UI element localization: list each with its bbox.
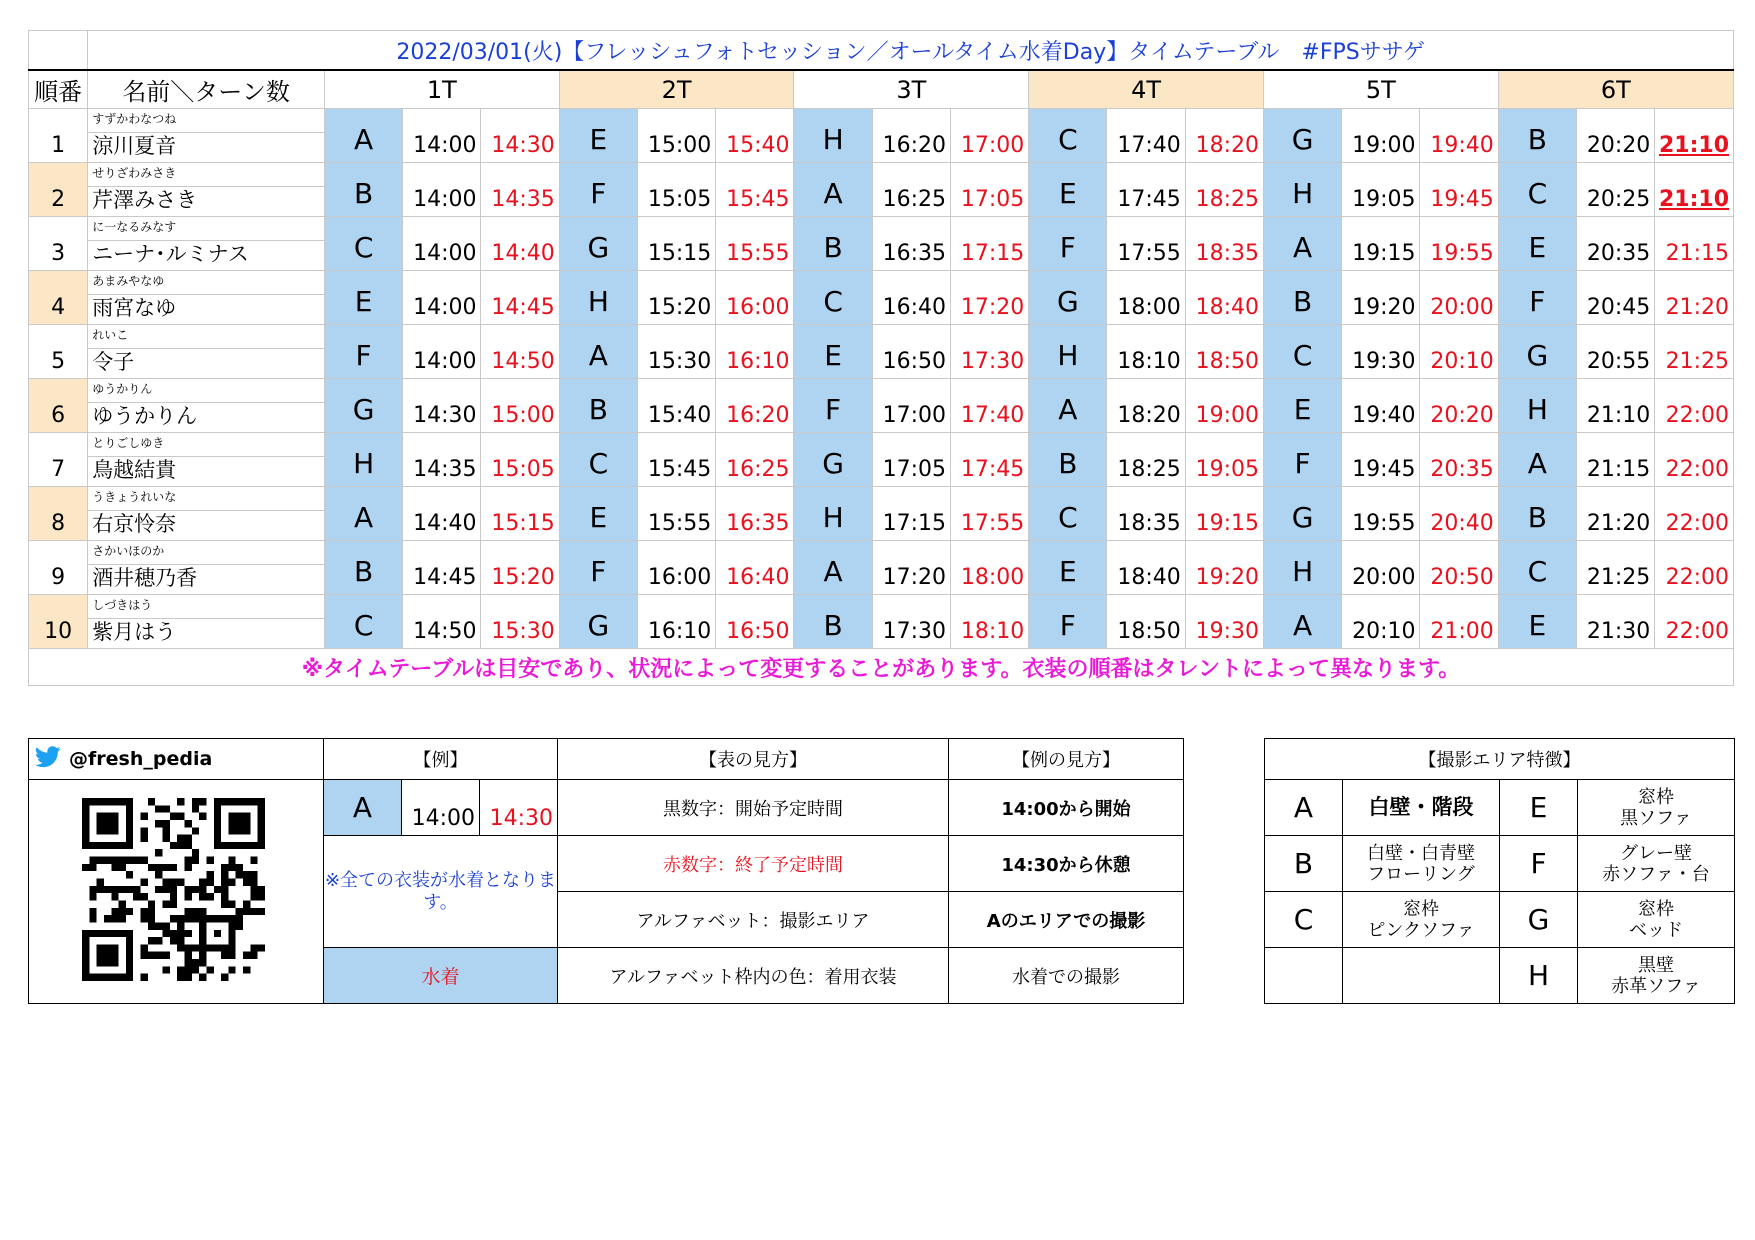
area-letter: B (794, 217, 872, 271)
legend-how-2: 赤数字：終了予定時間 (558, 836, 949, 892)
end-time: 14:30 (481, 109, 559, 163)
example-area: A (324, 780, 402, 836)
talent-name-cell (88, 271, 325, 325)
start-time: 17:55 (1107, 217, 1185, 271)
feature-description: 白壁・白青壁 フローリング (1343, 836, 1500, 892)
row-number: 8 (29, 487, 88, 541)
talent-name-cell (88, 541, 325, 595)
start-time: 15:40 (637, 379, 715, 433)
area-letter: C (1029, 487, 1107, 541)
area-letter: C (1498, 541, 1576, 595)
talent-name-cell (88, 379, 325, 433)
start-time: 14:00 (403, 217, 481, 271)
title-blank (29, 31, 88, 71)
start-time: 15:05 (637, 163, 715, 217)
talent-name-cell (88, 487, 325, 541)
twitter-handle-cell (29, 739, 324, 780)
example-start: 14:00 (402, 780, 480, 836)
end-time: 15:40 (716, 109, 794, 163)
turn-header-4: 4T (1029, 70, 1264, 109)
end-time: 20:50 (1420, 541, 1498, 595)
start-time: 19:15 (1342, 217, 1420, 271)
area-letter: H (1263, 163, 1341, 217)
start-time: 21:30 (1576, 595, 1654, 649)
end-time: 15:05 (481, 433, 559, 487)
area-letter: E (559, 109, 637, 163)
area-letter: E (1029, 541, 1107, 595)
name-turn-header: 名前＼ターン数 (88, 70, 325, 109)
area-letter: B (1263, 271, 1341, 325)
talent-furigana: れいこ (88, 325, 324, 349)
start-time: 19:05 (1342, 163, 1420, 217)
talent-furigana: に一なるみなす (88, 217, 324, 241)
area-letter: E (559, 487, 637, 541)
start-time: 18:50 (1107, 595, 1185, 649)
end-time: 21:20 (1655, 271, 1734, 325)
start-time: 17:00 (872, 379, 950, 433)
end-time: 19:30 (1185, 595, 1263, 649)
talent-furigana: すずかわなつね (88, 109, 324, 133)
feature-area-letter: E (1500, 780, 1578, 836)
end-time: 17:40 (950, 379, 1028, 433)
area-letter: G (559, 595, 637, 649)
start-time: 15:20 (637, 271, 715, 325)
end-time: 17:05 (950, 163, 1028, 217)
start-time: 16:35 (872, 217, 950, 271)
example-read-header: 【例の見方】 (949, 739, 1184, 780)
end-time: 20:40 (1420, 487, 1498, 541)
start-time: 20:55 (1576, 325, 1654, 379)
end-time: 20:10 (1420, 325, 1498, 379)
area-letter: G (1029, 271, 1107, 325)
end-time: 22:00 (1655, 379, 1734, 433)
start-time: 18:25 (1107, 433, 1185, 487)
end-time: 17:15 (950, 217, 1028, 271)
start-time: 16:50 (872, 325, 950, 379)
end-time: 18:10 (950, 595, 1028, 649)
end-time: 17:20 (950, 271, 1028, 325)
area-letter: C (1029, 109, 1107, 163)
end-time: 15:20 (481, 541, 559, 595)
area-letter: F (1263, 433, 1341, 487)
area-letter: A (1263, 595, 1341, 649)
area-letter: A (324, 109, 402, 163)
talent-name: 令子 (92, 350, 135, 374)
talent-name: 芹澤みさき (92, 188, 198, 212)
start-time: 14:30 (403, 379, 481, 433)
talent-furigana: しづきはう (88, 595, 324, 619)
twitter-handle[interactable]: @fresh_pedia (69, 747, 213, 770)
end-time: 15:00 (481, 379, 559, 433)
start-time: 16:10 (637, 595, 715, 649)
legend-ex-1: 14:00から開始 (949, 780, 1184, 836)
end-time: 14:50 (481, 325, 559, 379)
end-time: 19:20 (1185, 541, 1263, 595)
talent-name: 涼川夏音 (92, 134, 177, 158)
feature-description: 窓枠 ベッド (1578, 892, 1735, 948)
start-time: 16:40 (872, 271, 950, 325)
end-time: 15:45 (716, 163, 794, 217)
feature-description: 窓枠 ピンクソファ (1343, 892, 1500, 948)
end-time: 16:10 (716, 325, 794, 379)
start-time: 16:20 (872, 109, 950, 163)
area-letter: G (1263, 487, 1341, 541)
end-time: 17:30 (950, 325, 1028, 379)
legend-how-1: 黒数字：開始予定時間 (558, 780, 949, 836)
start-time: 14:45 (403, 541, 481, 595)
area-letter: B (324, 541, 402, 595)
end-time: 22:00 (1655, 541, 1734, 595)
start-time: 15:55 (637, 487, 715, 541)
area-letter: B (324, 163, 402, 217)
start-time: 20:45 (1576, 271, 1654, 325)
legend-ex-4: 水着での撮影 (949, 948, 1184, 1004)
end-time: 17:00 (950, 109, 1028, 163)
talent-name-cell (88, 595, 325, 649)
area-letter: A (1263, 217, 1341, 271)
start-time: 14:40 (403, 487, 481, 541)
area-letter: F (1029, 595, 1107, 649)
area-letter: H (1498, 379, 1576, 433)
area-letter: C (324, 595, 402, 649)
legend-ex-3: Aのエリアでの撮影 (949, 892, 1184, 948)
feature-area-letter: F (1500, 836, 1578, 892)
talent-name-cell (88, 163, 325, 217)
start-time: 15:30 (637, 325, 715, 379)
start-time: 17:15 (872, 487, 950, 541)
area-letter: E (1498, 595, 1576, 649)
feature-area-letter: A (1265, 780, 1343, 836)
area-letter: E (794, 325, 872, 379)
end-time: 14:35 (481, 163, 559, 217)
area-letter: A (794, 163, 872, 217)
talent-name: ゆうかりん (92, 404, 198, 428)
row-number: 10 (29, 595, 88, 649)
area-letter: F (324, 325, 402, 379)
area-letter: A (794, 541, 872, 595)
area-letter: F (1029, 217, 1107, 271)
example-end: 14:30 (480, 780, 558, 836)
end-time: 20:35 (1420, 433, 1498, 487)
end-time: 21:00 (1420, 595, 1498, 649)
talent-furigana: さかいほのか (88, 541, 324, 565)
area-letter: F (794, 379, 872, 433)
start-time: 17:05 (872, 433, 950, 487)
start-time: 15:45 (637, 433, 715, 487)
qr-code-icon (82, 798, 265, 981)
row-number: 4 (29, 271, 88, 325)
features-header: 【撮影エリア特徴】 (1265, 739, 1735, 780)
area-letter: G (1263, 109, 1341, 163)
feature-description (1343, 948, 1500, 1004)
area-letter: B (1029, 433, 1107, 487)
area-letter: H (324, 433, 402, 487)
end-time: 14:45 (481, 271, 559, 325)
page-title: 2022/03/01(火)【フレッシュフォトセッション／オールタイム水着Day】タイムテーブル #FPSササゲ (88, 31, 1734, 71)
legend-ex-2: 14:30から休憩 (949, 836, 1184, 892)
area-letter: E (1498, 217, 1576, 271)
end-time: 22:00 (1655, 487, 1734, 541)
example-header: 【例】 (324, 739, 558, 780)
area-letter: A (324, 487, 402, 541)
start-time: 20:00 (1342, 541, 1420, 595)
talent-name: ニーナ･ルミナス (92, 242, 249, 266)
timetable (28, 30, 1734, 686)
row-number: 2 (29, 163, 88, 217)
talent-name-cell (88, 325, 325, 379)
area-letter: A (1029, 379, 1107, 433)
start-time: 16:00 (637, 541, 715, 595)
area-letter: E (1263, 379, 1341, 433)
area-letter: B (559, 379, 637, 433)
end-time: 18:50 (1185, 325, 1263, 379)
swimsuit-label: 水着 (324, 948, 558, 1004)
end-time: 18:00 (950, 541, 1028, 595)
start-time: 20:25 (1576, 163, 1654, 217)
schedule-note: ※タイムテーブルは目安であり、状況によって変更することがあります。衣装の順番はタレントによって異なります。 (29, 649, 1734, 686)
end-time: 18:40 (1185, 271, 1263, 325)
area-letter: B (1498, 109, 1576, 163)
end-time: 16:50 (716, 595, 794, 649)
end-time: 19:45 (1420, 163, 1498, 217)
talent-name: 鳥越結貴 (92, 458, 177, 482)
feature-area-letter (1265, 948, 1343, 1004)
start-time: 19:20 (1342, 271, 1420, 325)
area-letter: E (324, 271, 402, 325)
row-number: 7 (29, 433, 88, 487)
twitter-bird-icon (35, 746, 61, 773)
start-time: 18:40 (1107, 541, 1185, 595)
end-time: 16:00 (716, 271, 794, 325)
talent-name-cell (88, 217, 325, 271)
area-letter: G (324, 379, 402, 433)
start-time: 19:45 (1342, 433, 1420, 487)
row-number: 1 (29, 109, 88, 163)
start-time: 19:55 (1342, 487, 1420, 541)
end-time: 19:00 (1185, 379, 1263, 433)
area-letter: H (794, 109, 872, 163)
feature-description: 白壁・階段 (1343, 780, 1500, 836)
area-letter: C (559, 433, 637, 487)
end-time: 15:55 (716, 217, 794, 271)
area-letter: H (559, 271, 637, 325)
start-time: 21:10 (1576, 379, 1654, 433)
start-time: 20:10 (1342, 595, 1420, 649)
talent-furigana: ゆうかりん (88, 379, 324, 403)
talent-name: 右京怜奈 (92, 512, 177, 536)
area-features-table (1264, 738, 1735, 1004)
area-letter: H (794, 487, 872, 541)
end-time: 19:05 (1185, 433, 1263, 487)
turn-header-6: 6T (1498, 70, 1733, 109)
feature-description: グレー壁 赤ソファ・台 (1578, 836, 1735, 892)
area-letter: C (794, 271, 872, 325)
start-time: 14:00 (403, 109, 481, 163)
talent-name-cell (88, 433, 325, 487)
area-letter: G (1498, 325, 1576, 379)
start-time: 16:25 (872, 163, 950, 217)
area-letter: C (324, 217, 402, 271)
end-time: 19:55 (1420, 217, 1498, 271)
start-time: 17:40 (1107, 109, 1185, 163)
end-time: 16:20 (716, 379, 794, 433)
turn-header-1: 1T (324, 70, 559, 109)
talent-name: 酒井穂乃香 (92, 566, 198, 590)
area-letter: E (1029, 163, 1107, 217)
area-letter: H (1029, 325, 1107, 379)
end-time: 15:15 (481, 487, 559, 541)
area-letter: B (1498, 487, 1576, 541)
end-time: 21:25 (1655, 325, 1734, 379)
talent-name: 紫月はう (92, 620, 177, 644)
start-time: 17:45 (1107, 163, 1185, 217)
row-number: 5 (29, 325, 88, 379)
talent-furigana: せりざわみさき (88, 163, 324, 187)
end-time: 18:25 (1185, 163, 1263, 217)
end-time: 22:00 (1655, 433, 1734, 487)
start-time: 19:30 (1342, 325, 1420, 379)
row-number: 3 (29, 217, 88, 271)
talent-name-cell (88, 109, 325, 163)
start-time: 18:35 (1107, 487, 1185, 541)
start-time: 17:30 (872, 595, 950, 649)
start-time: 20:20 (1576, 109, 1654, 163)
end-time: 17:45 (950, 433, 1028, 487)
end-time: 19:40 (1420, 109, 1498, 163)
end-time: 21:15 (1655, 217, 1734, 271)
turn-header-5: 5T (1263, 70, 1498, 109)
start-time: 14:00 (403, 163, 481, 217)
row-number: 6 (29, 379, 88, 433)
end-time: 21:10 (1655, 163, 1734, 217)
start-time: 18:10 (1107, 325, 1185, 379)
talent-furigana: うきょうれいな (88, 487, 324, 511)
start-time: 14:50 (403, 595, 481, 649)
area-letter: F (559, 541, 637, 595)
start-time: 19:40 (1342, 379, 1420, 433)
area-letter: G (794, 433, 872, 487)
end-time: 18:35 (1185, 217, 1263, 271)
start-time: 19:00 (1342, 109, 1420, 163)
start-time: 14:35 (403, 433, 481, 487)
end-time: 14:40 (481, 217, 559, 271)
area-letter: F (1498, 271, 1576, 325)
end-time: 16:35 (716, 487, 794, 541)
start-time: 14:00 (403, 271, 481, 325)
start-time: 15:15 (637, 217, 715, 271)
talent-furigana: あまみやなゆ (88, 271, 324, 295)
start-time: 21:15 (1576, 433, 1654, 487)
end-time: 17:55 (950, 487, 1028, 541)
legend-how-3: アルファベット：撮影エリア (558, 892, 949, 948)
start-time: 15:00 (637, 109, 715, 163)
area-letter: B (794, 595, 872, 649)
feature-description: 黒壁 赤革ソファ (1578, 948, 1735, 1004)
area-letter: F (559, 163, 637, 217)
end-time: 15:30 (481, 595, 559, 649)
turn-header-2: 2T (559, 70, 794, 109)
swimsuit-note: ※全ての衣装が水着となります。 (324, 836, 558, 948)
legend-how-4: アルファベット枠内の色：着用衣装 (558, 948, 949, 1004)
how-to-read-header: 【表の見方】 (558, 739, 949, 780)
area-letter: A (559, 325, 637, 379)
end-time: 18:20 (1185, 109, 1263, 163)
start-time: 20:35 (1576, 217, 1654, 271)
end-time: 22:00 (1655, 595, 1734, 649)
feature-area-letter: C (1265, 892, 1343, 948)
turn-header-3: 3T (794, 70, 1029, 109)
talent-furigana: とりごしゆき (88, 433, 324, 457)
order-header: 順番 (29, 70, 88, 109)
end-time: 16:40 (716, 541, 794, 595)
feature-area-letter: H (1500, 948, 1578, 1004)
end-time: 20:00 (1420, 271, 1498, 325)
talent-name: 雨宮なゆ (92, 296, 177, 320)
start-time: 18:00 (1107, 271, 1185, 325)
end-time: 19:15 (1185, 487, 1263, 541)
area-letter: H (1263, 541, 1341, 595)
feature-area-letter: B (1265, 836, 1343, 892)
area-letter: C (1498, 163, 1576, 217)
end-time: 16:25 (716, 433, 794, 487)
start-time: 14:00 (403, 325, 481, 379)
start-time: 17:20 (872, 541, 950, 595)
area-letter: G (559, 217, 637, 271)
start-time: 21:20 (1576, 487, 1654, 541)
end-time: 20:20 (1420, 379, 1498, 433)
area-letter: C (1263, 325, 1341, 379)
start-time: 18:20 (1107, 379, 1185, 433)
start-time: 21:25 (1576, 541, 1654, 595)
feature-area-letter: G (1500, 892, 1578, 948)
end-time: 21:10 (1655, 109, 1734, 163)
area-letter: A (1498, 433, 1576, 487)
feature-description: 窓枠 黒ソファ (1578, 780, 1735, 836)
row-number: 9 (29, 541, 88, 595)
